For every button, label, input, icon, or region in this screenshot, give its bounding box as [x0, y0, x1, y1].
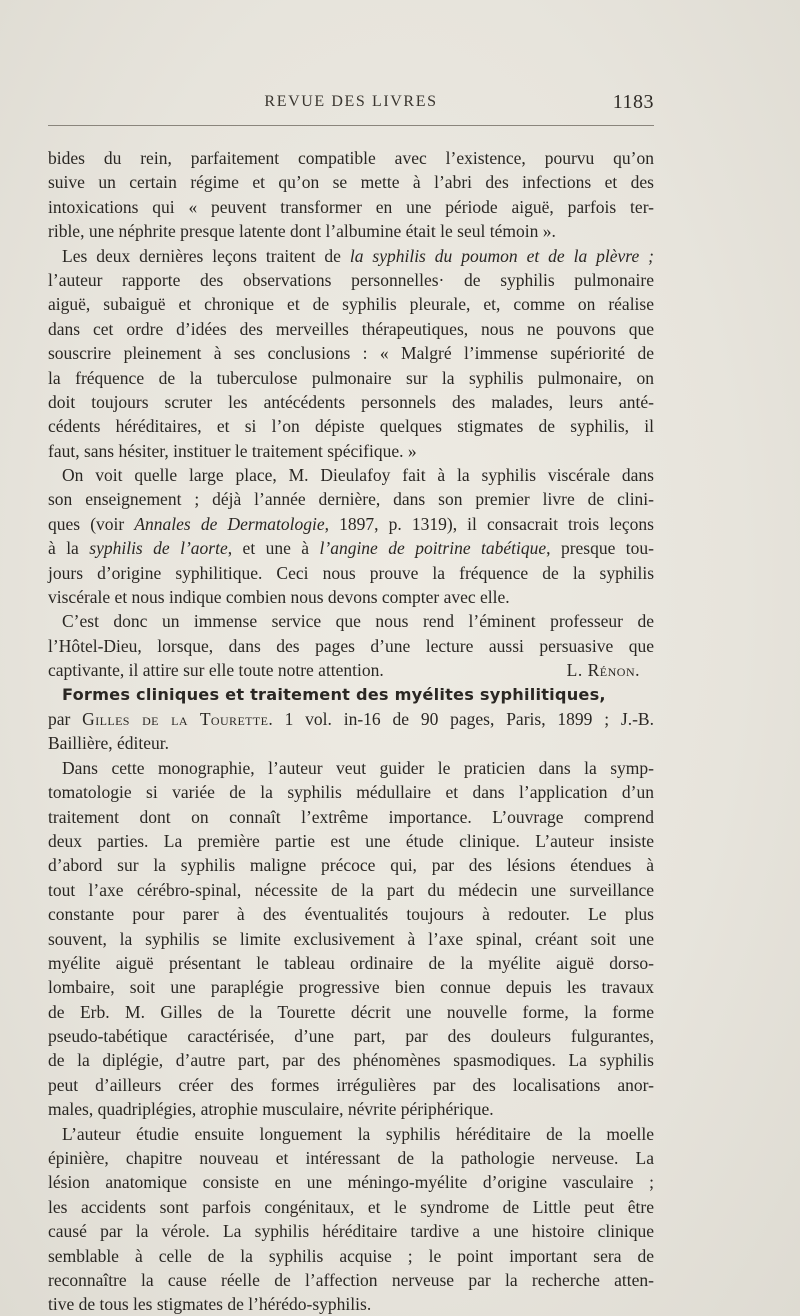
text-line: l’auteur rapporte des observations personnelles· de syphilis pulmonaire — [48, 269, 654, 290]
text-line: cédents héréditaires, et si l’on dépiste quelques stigmates de syphilis, il — [48, 416, 654, 437]
review-paragraph — [48, 609, 654, 682]
book-author: Gilles de la Tourette — [82, 708, 269, 729]
text-line: dans cet ordre d’idées des merveilles thérapeutiques, nous ne pouvons que — [48, 318, 654, 339]
text-line: males, quadriplégies, atrophie musculaire, névrite périphérique. — [48, 1099, 494, 1120]
text-line: peut d’ailleurs créer des formes irrégulières par des localisations anor- — [48, 1074, 654, 1095]
text-line: deux parties. La première partie est une étude clinique. L’auteur insiste — [48, 830, 654, 851]
body-text — [48, 146, 654, 1316]
text-line: épinière, chapitre nouveau et intéressant de la pathologie nerveuse. La — [48, 1148, 654, 1169]
text-line: L’auteur étudie ensuite longuement la syphilis héréditaire de la moelle — [62, 1123, 654, 1144]
review-continuation-paragraph — [48, 146, 654, 244]
text-line — [48, 707, 654, 731]
text-line: bides du rein, parfaitement compatible avec l’existence, pourvu qu’on — [48, 148, 654, 168]
text-line: pseudo-tabétique caractérisée, d’une part, par des douleurs fulgurantes, — [48, 1026, 654, 1047]
text-line: tout l’axe cérébro-spinal, nécessite de la part du médecin une surveillance — [48, 879, 654, 900]
italic-title: Annales de Dermatologie — [134, 513, 325, 534]
text-line: doit toujours scruter les antécédents personnels des malades, leurs anté- — [48, 391, 654, 412]
text-line: de la diplégie, d’autre part, par des phénomènes spasmodiques. La syphilis — [48, 1050, 654, 1071]
text-line: myélite aiguë présentant le tableau ordinaire de la myélite aiguë dorso- — [48, 952, 654, 973]
text-line — [48, 658, 654, 682]
review-heading — [48, 683, 654, 756]
text-run: Les deux dernières leçons traitent de — [62, 245, 350, 266]
running-title: REVUE DES LIVRES — [264, 93, 438, 110]
text-line: intoxications qui « peuvent transformer en une période aiguë, parfois ter- — [48, 196, 654, 217]
text-line: les accidents sont parfois congénitaux, et le syndrome de Little peut être — [48, 1196, 654, 1217]
review-paragraph — [48, 244, 654, 464]
text-line: lombaire, soit une paraplégie progressive bien connue depuis les travaux — [48, 977, 654, 998]
review-paragraph — [48, 756, 654, 1122]
header-rule — [48, 125, 654, 126]
text-line: lésion anatomique consiste en une méningo-myélite d’origine vasculaire ; — [48, 1172, 654, 1193]
page-header — [48, 88, 654, 116]
text-line: aiguë, subaiguë et chronique et de syphilis pleurale, et, comme on réalise — [48, 294, 654, 315]
text-line: tomatologie si variée de la syphilis médullaire et dans l’application d’un — [48, 782, 654, 803]
text-line: causé par la vérole. La syphilis héréditaire tardive a une histoire clinique — [48, 1221, 654, 1242]
italic-title: la syphilis du poumon et de la plèvre ; — [349, 245, 654, 266]
review-paragraph — [48, 1122, 654, 1316]
page-number: 1183 — [612, 91, 654, 113]
text-line: constante pour parer à des éventualités toujours à redouter. Le plus — [48, 904, 654, 925]
text-run: . 1 vol. in-16 de 90 pages, Paris, 1899 ; J.-B. — [268, 708, 654, 729]
text-run: par — [48, 708, 83, 729]
text-line — [48, 244, 654, 268]
text-line: faut, sans hésiter, instituer le traitement spécifique. » — [48, 440, 417, 461]
text-line: d’abord sur la syphilis maligne précoce qui, par des lésions étendues à — [48, 855, 654, 876]
text-line: jours d’origine syphilitique. Ceci nous prouve la fréquence de la syphilis — [48, 562, 654, 583]
text-line: tive de tous les stigmates de l’hérédo-syphilis. — [48, 1294, 372, 1315]
text-line: reconnaître la cause réelle de l’affection nerveuse par la recherche atten- — [48, 1269, 654, 1290]
text-run: , 1897, p. 1319), il consacrait trois leçons — [324, 513, 654, 534]
text-line: son enseignement ; déjà l’année dernière, dans son premier livre de clini- — [48, 489, 654, 510]
review-paragraph — [48, 463, 654, 609]
text-run: à la — [48, 538, 90, 559]
text-line — [48, 512, 654, 536]
book-title: Formes cliniques et traitement des myélites syphilitiques, — [62, 684, 606, 704]
text-line: souscrire pleinement à ses conclusions : « Malgré l’immense supériorité de — [48, 343, 654, 364]
text-line: l’Hôtel-Dieu, lorsque, dans des pages d’une lecture aussi persuasive que — [48, 635, 654, 656]
text-run: , et une à — [227, 538, 320, 559]
text-line: C’est donc un immense service que nous rend l’éminent professeur de — [62, 611, 654, 632]
italic-title: syphilis de l’aorte — [89, 538, 228, 559]
text-line: semblable à celle de la syphilis acquise ; le point important sera de — [48, 1245, 654, 1266]
text-line: viscérale et nous indique combien nous devons compter avec elle. — [48, 587, 510, 608]
text-line: souvent, la syphilis se limite exclusivement à l’axe spinal, créant soit une — [48, 928, 654, 949]
italic-title: l’angine de poitrine tabétique — [319, 538, 547, 559]
reviewer-signature: L. Rénon. — [566, 660, 640, 681]
text-line: la fréquence de la tuberculose pulmonaire sur la syphilis pulmonaire, on — [48, 367, 654, 388]
text-line — [48, 536, 654, 560]
text-line: suive un certain régime et qu’on se mette à l’abri des infections et des — [48, 172, 654, 193]
text-line: Dans cette monographie, l’auteur veut guider le praticien dans la symp- — [62, 757, 654, 778]
text-line: Baillière, éditeur. — [48, 733, 169, 754]
text-line: On voit quelle large place, M. Dieulafoy fait à la syphilis viscérale dans — [62, 465, 654, 486]
text-run: ques (voir — [48, 513, 135, 534]
text-line: rible, une néphrite presque latente dont l’albumine était le seul témoin ». — [48, 221, 556, 242]
text-line: traitement dont on connaît l’extrême importance. L’ouvrage comprend — [48, 806, 654, 827]
text-run: captivante, il attire sur elle toute notre attention. — [48, 660, 384, 681]
text-run: , presque tou- — [546, 538, 654, 559]
text-line: de Erb. M. Gilles de la Tourette décrit une nouvelle forme, la forme — [48, 1001, 654, 1022]
